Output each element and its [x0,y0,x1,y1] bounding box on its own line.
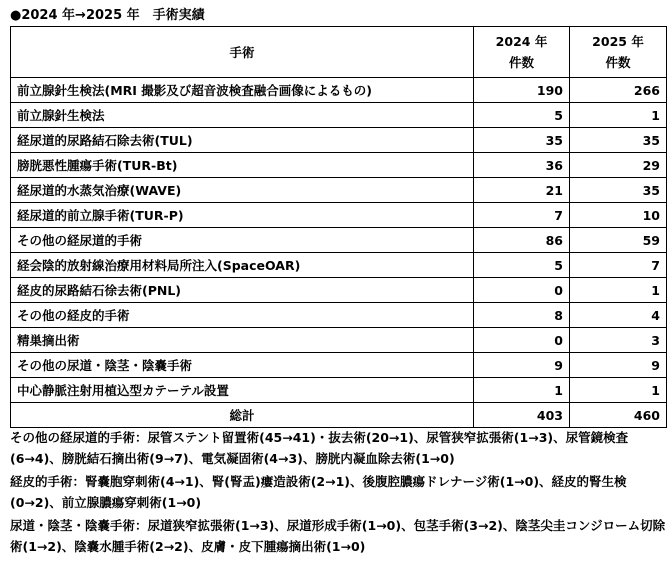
procedure-name: 中心静脈注射用植込型カテーテル設置 [11,378,474,403]
count-2025: 3 [570,328,667,353]
table-row [11,178,667,203]
count-2025: 35 [570,128,667,153]
column-header-2024-year: 2024 年 [495,34,548,49]
table-row [11,203,667,228]
table-row [11,278,667,303]
column-header-2024 [474,27,570,78]
count-2024: 5 [474,253,570,278]
table-row [11,228,667,253]
procedure-name: 経尿道的尿路結石除去術(TUL) [11,128,474,153]
count-2025: 29 [570,153,667,178]
procedure-name: その他の経尿道的手術 [11,228,474,253]
column-header-2025-count: 件数 [605,55,631,70]
count-2025: 1 [570,278,667,303]
procedure-name: 前立腺針生検法(MRI 撮影及び超音波検査融合画像によるもの) [11,78,474,103]
count-2025: 266 [570,78,667,103]
count-2024: 7 [474,203,570,228]
procedure-name: 膀胱悪性腫瘍手術(TUR-Bt) [11,153,474,178]
note-percutaneous: 経皮的手術：腎嚢胞穿刺術(4→1)、腎(腎盂)瘻造設術(2→1)、後腹腔膿瘍ドレナージ術(1→0)、経皮的腎生検(0→2)、前立腺膿瘍穿刺術(1→0) [10,474,627,510]
table-row [11,353,667,378]
table-row [11,128,667,153]
count-2025: 1 [570,378,667,403]
procedure-name: 前立腺針生検法 [11,103,474,128]
procedure-name: 経会陰的放射線治療用材料局所注入(SpaceOAR) [11,253,474,278]
count-2025: 10 [570,203,667,228]
section-heading: ●2024 年→2025 年 手術実績 [10,8,205,23]
table-row [11,78,667,103]
table-row [11,378,667,403]
count-2024: 35 [474,128,570,153]
total-row [11,403,667,428]
table-row [11,103,667,128]
column-header-2025-year: 2025 年 [592,34,644,49]
surgery-table [10,26,667,428]
count-2024: 5 [474,103,570,128]
column-header-surgery: 手術 [11,27,474,78]
count-2024: 8 [474,303,570,328]
table-row [11,328,667,353]
count-2024: 190 [474,78,570,103]
notes-section [10,428,666,560]
count-2025: 4 [570,303,667,328]
count-2024: 1 [474,378,570,403]
procedure-name: 経尿道的水蒸気治療(WAVE) [11,178,474,203]
table-header-row [11,27,667,78]
procedure-name: その他の尿道・陰茎・陰嚢手術 [11,353,474,378]
count-2025: 1 [570,103,667,128]
count-2024: 86 [474,228,570,253]
count-2025: 35 [570,178,667,203]
procedure-name: 経皮的尿路結石徐去術(PNL) [11,278,474,303]
note-urethra-penis-scrotum: 尿道・陰茎・陰嚢手術：尿道狭窄拡張術(1→3)、尿道形成手術(1→0)、包茎手術(3→2)、陰茎尖圭コンジローム切除術(1→2)、陰嚢水腫手術(2→2)、皮膚・皮下腫瘍摘出術(1→0) [10,518,666,554]
column-header-2025 [570,27,667,78]
count-2024: 36 [474,153,570,178]
table-row [11,153,667,178]
procedure-name: 精巣摘出術 [11,328,474,353]
count-2025: 7 [570,253,667,278]
procedure-name: 経尿道的前立腺手術(TUR-P) [11,203,474,228]
count-2025: 59 [570,228,667,253]
count-2024: 9 [474,353,570,378]
count-2024: 21 [474,178,570,203]
count-2025: 9 [570,353,667,378]
procedure-name: その他の経皮的手術 [11,303,474,328]
total-label: 総計 [11,403,474,428]
table-row [11,303,667,328]
count-2024: 0 [474,278,570,303]
table-row [11,253,667,278]
note-transurethral: その他の経尿道的手術：尿管ステント留置術(45→41)・抜去術(20→1)、尿管狭窄拡張術(1→3)、尿管鏡検査(6→4)、膀胱結石摘出術(9→7)、電気凝固術(4→3)、膀胱内凝血除去術(1→0) [10,430,629,466]
total-2024: 403 [474,403,570,428]
total-2025: 460 [570,403,667,428]
count-2024: 0 [474,328,570,353]
column-header-2024-count: 件数 [508,55,534,70]
